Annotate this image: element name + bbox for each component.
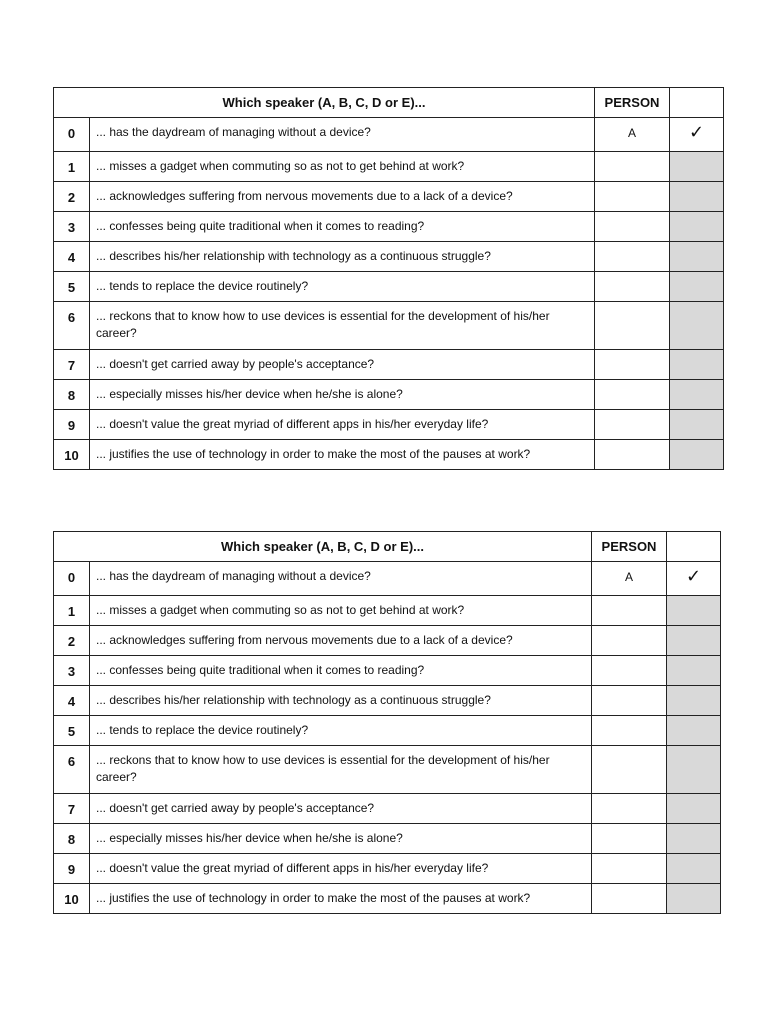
table-header-row bbox=[54, 88, 724, 118]
row-number: 4 bbox=[54, 686, 90, 716]
question-text: ... especially misses his/her device when he/she is alone? bbox=[90, 380, 595, 410]
person-answer-cell[interactable] bbox=[592, 686, 667, 716]
table-row bbox=[54, 272, 724, 302]
table-row bbox=[54, 884, 721, 914]
question-text: ... doesn't get carried away by people's acceptance? bbox=[90, 350, 595, 380]
person-answer-cell[interactable] bbox=[592, 854, 667, 884]
row-number: 7 bbox=[54, 794, 90, 824]
person-answer-cell[interactable] bbox=[595, 182, 670, 212]
table-row bbox=[54, 562, 721, 596]
check-cell bbox=[670, 152, 724, 182]
check-header bbox=[670, 88, 724, 118]
check-cell bbox=[667, 656, 721, 686]
question-text: ... doesn't get carried away by people's acceptance? bbox=[90, 794, 592, 824]
table-row bbox=[54, 716, 721, 746]
check-cell bbox=[667, 884, 721, 914]
table-row bbox=[54, 212, 724, 242]
question-text: ... misses a gadget when commuting so as not to get behind at work? bbox=[90, 152, 595, 182]
person-answer-cell[interactable] bbox=[595, 410, 670, 440]
question-text: ... reckons that to know how to use devices is essential for the development of his/her career? bbox=[90, 746, 592, 794]
person-answer-cell[interactable] bbox=[595, 152, 670, 182]
table-row bbox=[54, 626, 721, 656]
person-answer-cell[interactable] bbox=[595, 440, 670, 470]
table-row bbox=[54, 152, 724, 182]
row-number: 5 bbox=[54, 716, 90, 746]
check-cell bbox=[667, 794, 721, 824]
person-answer-cell[interactable] bbox=[592, 716, 667, 746]
row-number: 10 bbox=[54, 440, 90, 470]
table-row bbox=[54, 656, 721, 686]
row-number: 6 bbox=[54, 746, 90, 794]
person-answer-cell[interactable] bbox=[595, 302, 670, 350]
table-row bbox=[54, 686, 721, 716]
row-number: 0 bbox=[54, 562, 90, 596]
check-cell bbox=[667, 824, 721, 854]
table-row bbox=[54, 854, 721, 884]
row-number: 1 bbox=[54, 152, 90, 182]
row-number: 10 bbox=[54, 884, 90, 914]
person-answer-cell[interactable] bbox=[595, 272, 670, 302]
check-cell bbox=[667, 746, 721, 794]
checkmark-icon: ✓ bbox=[670, 118, 724, 152]
table-row bbox=[54, 350, 724, 380]
question-text: ... reckons that to know how to use devices is essential for the development of his/her career? bbox=[90, 302, 595, 350]
check-cell bbox=[670, 272, 724, 302]
row-number: 9 bbox=[54, 410, 90, 440]
question-text: ... has the daydream of managing without a device? bbox=[90, 562, 592, 596]
person-answer-cell[interactable] bbox=[592, 884, 667, 914]
check-cell bbox=[667, 596, 721, 626]
table-row bbox=[54, 440, 724, 470]
row-number: 6 bbox=[54, 302, 90, 350]
table-row bbox=[54, 410, 724, 440]
row-number: 1 bbox=[54, 596, 90, 626]
question-text: ... acknowledges suffering from nervous movements due to a lack of a device? bbox=[90, 626, 592, 656]
person-answer-cell[interactable] bbox=[595, 380, 670, 410]
question-text: ... tends to replace the device routinely? bbox=[90, 716, 592, 746]
table-row bbox=[54, 182, 724, 212]
speaker-matching-table-1 bbox=[53, 87, 724, 470]
check-cell bbox=[667, 716, 721, 746]
check-cell bbox=[670, 212, 724, 242]
row-number: 8 bbox=[54, 824, 90, 854]
table-header-row bbox=[54, 532, 721, 562]
question-text: ... has the daydream of managing without a device? bbox=[90, 118, 595, 152]
table-row bbox=[54, 746, 721, 794]
person-answer-cell[interactable] bbox=[592, 824, 667, 854]
question-text: ... doesn't value the great myriad of different apps in his/her everyday life? bbox=[90, 854, 592, 884]
check-cell bbox=[667, 686, 721, 716]
person-answer-cell[interactable]: A bbox=[592, 562, 667, 596]
check-header bbox=[667, 532, 721, 562]
person-answer-cell[interactable] bbox=[592, 626, 667, 656]
table-row bbox=[54, 242, 724, 272]
question-text: ... doesn't value the great myriad of different apps in his/her everyday life? bbox=[90, 410, 595, 440]
table-row bbox=[54, 380, 724, 410]
row-number: 8 bbox=[54, 380, 90, 410]
person-answer-cell[interactable]: A bbox=[595, 118, 670, 152]
person-answer-cell[interactable] bbox=[595, 350, 670, 380]
question-header: Which speaker (A, B, C, D or E)... bbox=[54, 532, 592, 562]
question-text: ... describes his/her relationship with technology as a continuous struggle? bbox=[90, 242, 595, 272]
person-answer-cell[interactable] bbox=[595, 242, 670, 272]
table-row bbox=[54, 794, 721, 824]
check-cell bbox=[670, 380, 724, 410]
question-text: ... justifies the use of technology in order to make the most of the pauses at work? bbox=[90, 884, 592, 914]
table-row bbox=[54, 302, 724, 350]
question-text: ... confesses being quite traditional when it comes to reading? bbox=[90, 212, 595, 242]
check-cell bbox=[670, 302, 724, 350]
speaker-matching-table-2 bbox=[53, 531, 721, 914]
person-header: PERSON bbox=[592, 532, 667, 562]
table-row bbox=[54, 824, 721, 854]
check-cell bbox=[670, 410, 724, 440]
row-number: 5 bbox=[54, 272, 90, 302]
check-cell bbox=[667, 854, 721, 884]
question-text: ... misses a gadget when commuting so as not to get behind at work? bbox=[90, 596, 592, 626]
question-text: ... justifies the use of technology in order to make the most of the pauses at work? bbox=[90, 440, 595, 470]
check-cell bbox=[670, 350, 724, 380]
question-text: ... describes his/her relationship with technology as a continuous struggle? bbox=[90, 686, 592, 716]
person-header: PERSON bbox=[595, 88, 670, 118]
row-number: 9 bbox=[54, 854, 90, 884]
row-number: 3 bbox=[54, 212, 90, 242]
checkmark-icon: ✓ bbox=[667, 562, 721, 596]
check-cell bbox=[670, 440, 724, 470]
check-cell bbox=[670, 182, 724, 212]
row-number: 2 bbox=[54, 626, 90, 656]
person-answer-cell[interactable] bbox=[595, 212, 670, 242]
question-header: Which speaker (A, B, C, D or E)... bbox=[54, 88, 595, 118]
question-text: ... acknowledges suffering from nervous movements due to a lack of a device? bbox=[90, 182, 595, 212]
table-row bbox=[54, 118, 724, 152]
row-number: 3 bbox=[54, 656, 90, 686]
row-number: 2 bbox=[54, 182, 90, 212]
check-cell bbox=[667, 626, 721, 656]
person-answer-cell[interactable] bbox=[592, 794, 667, 824]
question-text: ... confesses being quite traditional when it comes to reading? bbox=[90, 656, 592, 686]
question-text: ... tends to replace the device routinely? bbox=[90, 272, 595, 302]
question-text: ... especially misses his/her device when he/she is alone? bbox=[90, 824, 592, 854]
table-row bbox=[54, 596, 721, 626]
check-cell bbox=[670, 242, 724, 272]
person-answer-cell[interactable] bbox=[592, 656, 667, 686]
person-answer-cell[interactable] bbox=[592, 596, 667, 626]
person-answer-cell[interactable] bbox=[592, 746, 667, 794]
row-number: 7 bbox=[54, 350, 90, 380]
row-number: 0 bbox=[54, 118, 90, 152]
row-number: 4 bbox=[54, 242, 90, 272]
